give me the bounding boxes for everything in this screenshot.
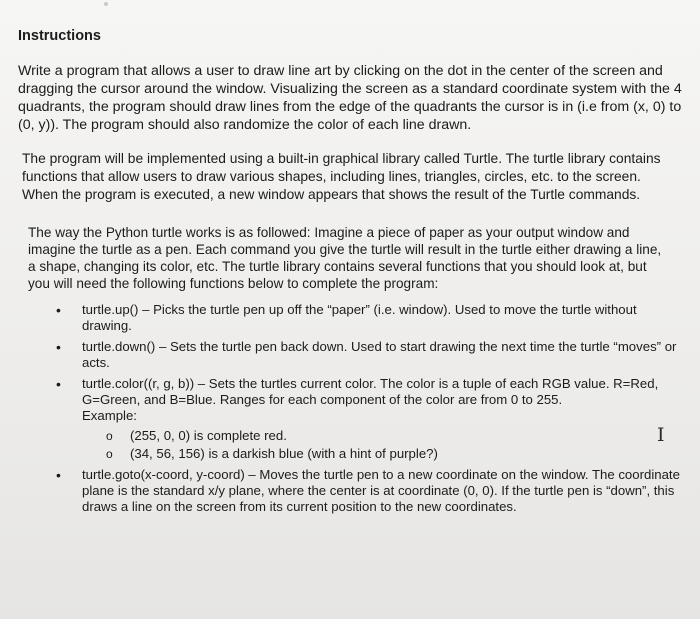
function-description: turtle.color((r, g, b)) – Sets the turtles current color. The color is a tuple of each RGB value. R=Red, G=Green, and B=Blue. Ranges for each component of the color are from 0 to 255. bbox=[82, 376, 659, 407]
list-item-turtle-up bbox=[56, 302, 690, 334]
paragraph-how-turtle-works: The way the Python turtle works is as followed: Imagine a piece of paper as your output window and imagine the turtle as a pen. Each command you give the turtle will result in the turtle either drawing a line, a shape, changing its color, etc. The turtle library contains several functions that you should look at, but you will need the following functions below to complete the program: bbox=[28, 225, 662, 291]
bullet-icon: • bbox=[56, 302, 61, 318]
paragraph-overview: Write a program that allows a user to draw line art by clicking on the dot in the center of the screen and dragging the cursor around the window. Visualizing the screen as a standard coordinate system with the 4 quadrants, the program should draw lines from the edge of the quadrants the cursor is in (i.e from (x, 0) to (0, y)). The program should also randomize the color of each line drawn. bbox=[18, 63, 682, 133]
list-item-turtle-color bbox=[56, 376, 690, 462]
function-description: turtle.down() – Sets the turtle pen back down. Used to start drawing the next time the turtle “moves” or acts. bbox=[82, 339, 677, 370]
function-description: turtle.up() – Picks the turtle pen up off the “paper” (i.e. window). Used to move the turtle without drawing. bbox=[82, 302, 637, 333]
bullet-icon: • bbox=[56, 339, 61, 355]
bullet-icon: • bbox=[56, 467, 61, 483]
example-item-blue bbox=[106, 446, 690, 462]
function-description: turtle.goto(x-coord, y-coord) – Moves the turtle pen to a new coordinate on the window. The coordinate plane is the standard x/y plane, where the center is at coordinate (0, 0). If the turtle pen is “down”, this draws a line on the screen from its current position to the new coordinates. bbox=[82, 467, 680, 514]
function-list bbox=[18, 302, 690, 515]
text-cursor-icon: I bbox=[657, 424, 665, 446]
list-item-turtle-down bbox=[56, 339, 690, 371]
screen-speck bbox=[104, 2, 108, 6]
example-label: Example: bbox=[82, 408, 137, 423]
list-item-turtle-goto bbox=[56, 467, 690, 515]
circle-bullet-icon: o bbox=[106, 429, 113, 443]
circle-bullet-icon: o bbox=[106, 447, 113, 461]
example-list bbox=[82, 428, 690, 462]
instructions-heading: Instructions bbox=[18, 28, 101, 44]
bullet-icon: • bbox=[56, 376, 61, 392]
example-text: (34, 56, 156) is a darkish blue (with a hint of purple?) bbox=[130, 446, 438, 461]
example-item-red bbox=[106, 428, 690, 444]
example-text: (255, 0, 0) is complete red. bbox=[130, 428, 287, 443]
paragraph-turtle-library: The program will be implemented using a built-in graphical library called Turtle. The turtle library contains functions that allow users to draw various shapes, including lines, triangles, circles, etc. to the screen. When the program is executed, a new window appears that shows the result of the Turtle commands. bbox=[22, 151, 661, 202]
